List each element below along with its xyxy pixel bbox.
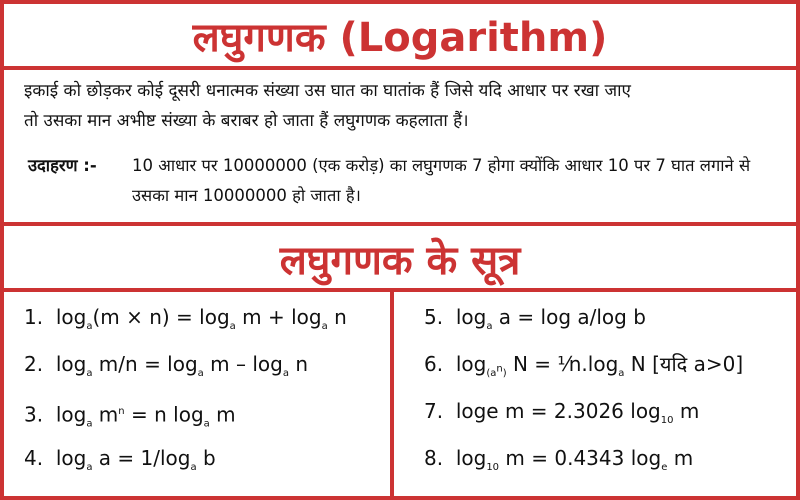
formulas-right-column xyxy=(424,294,794,496)
formulas-divider xyxy=(4,288,796,292)
column-divider xyxy=(390,290,394,496)
formula-2: 2. $\log_a m/n = \log_a m - \log_a n$ xyxy=(24,352,309,379)
example-block xyxy=(28,151,778,211)
formula-3: 3. $\log_a m^n = n$ $\log_a m$ xyxy=(24,402,236,430)
formula-4: 4. $\log_a a = 1/\log_a$ b xyxy=(24,446,216,473)
example-label: उदाहरण :- xyxy=(28,156,97,175)
formula-1: 1. $\log_a(m \times n) = \log_a m + \log_a n$ xyxy=(24,305,347,332)
formula-8: 8. $\log_{10} m = 0.4343$ $\log_e m$ xyxy=(424,446,694,473)
formula-7: 7. loge m = 2.3026 $\log_{10} m$ xyxy=(424,399,700,426)
section-divider xyxy=(4,222,796,226)
page-title: लघुगणक (Logarithm) xyxy=(192,14,608,61)
definition-line-2: तो उसका मान अभीष्ट संख्या के बराबर हो जाता हैं लघुगणक कहलाता हैं। xyxy=(24,111,469,131)
definition-line-1: इकाई को छोड़कर कोई दूसरी धनात्मक संख्या उस घात का घातांक हैं जिसे यदि आधार पर रखा जाए xyxy=(24,81,631,101)
formulas-left-column xyxy=(24,294,384,496)
definition-text xyxy=(24,76,778,136)
example-text: 10 आधार पर 10000000 (एक करोड़) का लघुगणक 7 होगा क्योंकि आधार 10 पर 7 घात लगाने से उसका मान 10000000 हो जाता है। xyxy=(132,156,751,205)
title-divider xyxy=(4,66,796,70)
formula-5: 5. $\log_a a = \log a/\log$ b xyxy=(424,305,646,332)
formulas-title: लघुगणक के सूत्र xyxy=(279,237,521,284)
formula-6: 6. $\log_{(a^n)} N$ = $⅟n.\log_a$ N [यदि a>0] xyxy=(424,352,744,379)
